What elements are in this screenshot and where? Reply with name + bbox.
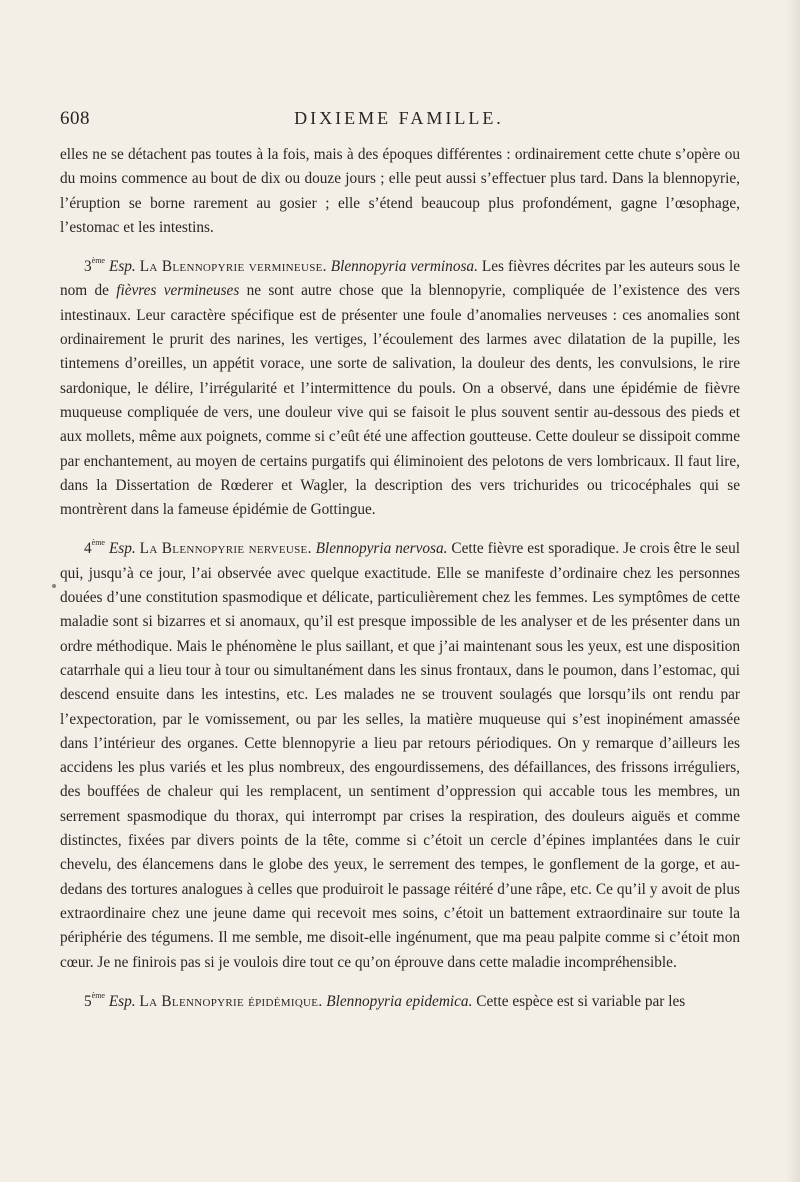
running-title: DIXIEME FAMILLE.: [294, 108, 504, 128]
ordinal-suffix: ème: [91, 990, 105, 1000]
ordinal-suffix: ème: [91, 538, 105, 548]
paragraph-continuation: elles ne se détachent pas toutes à la fois, mais à des époques différentes : ordinairement cette chute s’opère ou du moins commence au bout de dix ou douze jours ; elle peut aussi s’effectuer plus tard. Dans la blennopyrie, l’éruption se borne rarement au gosier ; elle s’étend beaucoup plus profondément, gagne l’œsophage, l’estomac et les intestins.: [60, 146, 740, 236]
species-text: ne sont autre chose que la blennopyrie, compliquée de l’existence des vers intestinaux. Leur caractère spécifique est de présenter une foule d’anomalies nerveuses : ces anomalies sont ordinairement le prurit des narines, les vertiges, l’écoulement des larmes avec dilatation de la pupille, les tintemens d’oreilles, un appétit vorace, une sorte de salivation, la douleur des dents, les convulsions, le rire sardonique, le délire, l’irrégularité et l’intermittence du pouls. On a observé, dans une épidémie de fièvre muqueuse compliquée de vers, une douleur vive qui se faisoit le plus souvent sentir au-dessous des pieds et aux mollets, même aux poignets, comme si c’eût été une affection goutteuse. Cette douleur se dissipoit comme par enchantement, au moyen de certains purgatifs qui éliminoient des pelotons de vers lombricaux. Il faut lire, dans la Dissertation de Rœderer et Wagler, la description des vers trichurides ou tricocéphales qui se montrèrent dans la fameuse épidémie de Gottingue.: [60, 282, 740, 519]
species-number: 5: [84, 992, 92, 1010]
species-abbrev: Esp.: [108, 540, 136, 558]
species-name: La Blennopyrie épidémique.: [139, 992, 323, 1010]
page-edge-shadow: [786, 0, 800, 1182]
emphasis: fièvres vermineuses: [116, 282, 240, 300]
species-latin: Blennopyria epidemica.: [326, 992, 473, 1010]
species-5-paragraph: [60, 990, 740, 1014]
species-name: La Blennopyrie nerveuse.: [139, 540, 312, 558]
species-number: 4: [84, 540, 92, 558]
species-abbrev: Esp.: [108, 258, 136, 276]
species-name: La Blennopyrie vermineuse.: [139, 258, 327, 276]
species-latin: Blennopyria verminosa.: [330, 258, 478, 276]
page-header: [60, 108, 738, 132]
page-number: 608: [60, 108, 90, 129]
page-body: [60, 143, 740, 1029]
species-text: Les fièvres décrites par les auteurs sous le nom de: [60, 258, 740, 300]
species-text: Cette fièvre est sporadique. Je crois être le seul qui, jusqu’à ce jour, l’ai observée avec quelque exactitude. Elle se manifeste d’ordinaire chez les personnes douées d’une constitution spasmodique et délicate, particulièrement chez les femmes. Les symptômes de cette maladie sont si bizarres et si anomaux, qu’il est presque impossible de les analyser et de les présenter dans un ordre méthodique. Mais le phénomène le plus saillant, et que j’ai maintenant sous les yeux, est une disposition catarrhale qui a lieu tour à tour ou simultanément dans les sinus frontaux, dans le poumon, dans l’estomac, qui descend ensuite dans les intestins, etc. Les malades ne se trouvent soulagés que lorsqu’ils ont rendu par l’expectoration, par le vomissement, ou par les selles, la matière muqueuse qui s’est inopinément amassée dans l’intérieur des organes. Cette blennopyrie a lieu par retours périodiques. On y remarque d’ailleurs les accidens les plus variés et les plus nombreux, des engourdissemens, des défaillances, des frissons irréguliers, des bouffées de chaleur qui les remplacent, un sentiment d’oppression qui accable tous les membres, un serrement spasmodique du thorax, qui interrompt par crises la respiration, des douleurs aiguës et comme distinctes, fixées par divers points de la tête, comme si c’étoit un cercle d’épines implantées dans le cuir chevelu, des élancemens dans le globe des yeux, le serrement des tempes, le gonflement de la gorge, et au-dedans des tortures analogues à celles que produiroit le passage réitéré d’une râpe, etc. Ce qu’il y avoit de plus extraordinaire chez une jeune dame qui recevoit mes soins, c’étoit un battement extraordinaire sur toute la périphérie des tégumens. Il me semble, me disoit-elle ingénument, que ma peau palpite comme si c’étoit mon cœur. Je ne finirois pas si je voulois dire tout ce qu’on éprouve dans cette maladie incompréhensible.: [60, 540, 740, 971]
species-text: Cette espèce est si variable par les: [472, 992, 686, 1010]
species-abbrev: Esp.: [108, 992, 136, 1010]
species-number: 3: [84, 258, 92, 276]
margin-mark: [52, 584, 56, 588]
species-4-paragraph: [60, 537, 740, 974]
species-latin: Blennopyria nervosa.: [315, 540, 448, 558]
ordinal-suffix: ème: [91, 256, 105, 266]
species-3-paragraph: [60, 255, 740, 522]
